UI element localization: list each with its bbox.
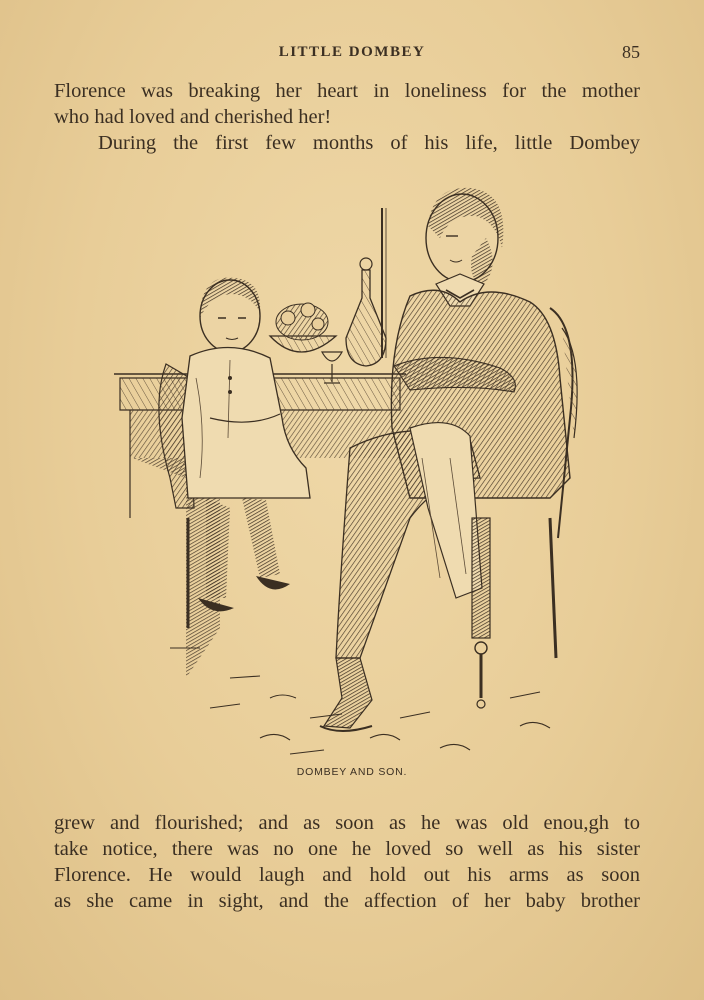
text-line: grew and flourished; and as soon as he was old enou,gh to [54, 812, 640, 834]
fruit-bowl [270, 303, 336, 352]
engraving-illustration [110, 178, 590, 758]
running-head [0, 42, 704, 66]
text-line: take notice, there was no one he loved so well as his sister [54, 838, 640, 860]
text-line: Florence. He would laugh and hold out his arms as soon [54, 864, 640, 886]
text-line: as she came in sight, and the affection of her baby brother [54, 890, 640, 912]
bottom-paragraph [54, 810, 640, 914]
page-number: 85 [622, 42, 640, 62]
running-title: LITTLE DOMBEY [278, 44, 426, 60]
top-paragraphs [54, 78, 640, 156]
decanter [346, 208, 386, 366]
man-figure [320, 188, 570, 731]
text-line: During the first few months of his life, little Dombey [98, 132, 640, 154]
text-line: Florence was breaking her heart in loneliness for the mother [54, 80, 640, 102]
illustration-caption: DOMBEY AND SON. [296, 766, 408, 778]
text-line: who had loved and cherished her! [54, 106, 332, 128]
